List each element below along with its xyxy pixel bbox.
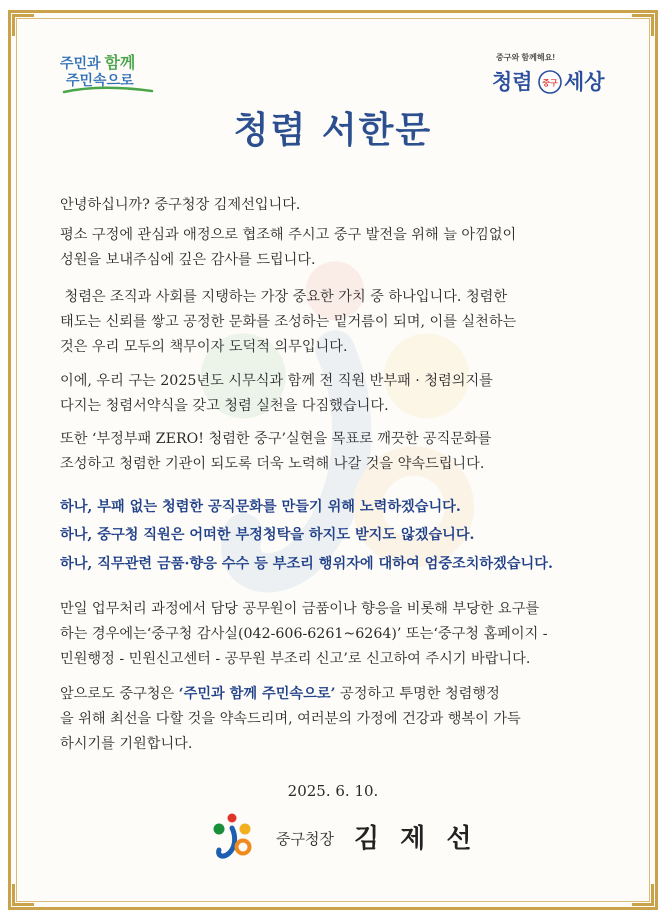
- text-line: 을 위해 최선을 다할 것을 약속드리며, 여러분의 가정에 건강과 행복이 가득: [60, 711, 521, 727]
- pledge-item: 하나, 중구청 직원은 어떠한 부정청탁을 하지도 받지도 않겠습니다.: [60, 527, 475, 543]
- closing-paragraph: [60, 682, 620, 757]
- text-line: 민원행정 - 민원신고센터 - 공무원 부조리 신고’로 신고하여 주시기 바랍니다.: [60, 651, 531, 667]
- text-line: 평소 구정에 관심과 애정으로 협조해 주시고 중구 발전을 위해 늘 아낌없이: [60, 227, 517, 243]
- pledge-item: 하나, 직무관련 금품·향응 수수 등 부조리 행위자에 대하여 엄중조치하겠습니다.: [60, 556, 553, 572]
- text-line: 조성하고 청렴한 기관이 되도록 더욱 노력해 나갈 것을 약속드립니다.: [60, 456, 485, 472]
- corner-ornament-bottom-right: [632, 884, 654, 906]
- text-line: 또한 ‘부정부패 ZERO! 청렴한 중구’실현을 목표로 깨끗한 공직문화를: [60, 431, 492, 447]
- text-line: 성원을 보내주심에 깊은 감사를 드립니다.: [60, 252, 316, 268]
- badge-text: 중구: [542, 78, 558, 88]
- corner-ornament-top-left: [12, 14, 34, 36]
- greeting-paragraph: 안녕하십니까? 중구청장 김제선입니다.: [60, 197, 301, 213]
- text-line: 청렴은 조직과 사회를 지탱하는 가장 중요한 가치 중 하나입니다. 청렴한: [60, 289, 508, 305]
- brand-word-world: 세상: [564, 71, 605, 94]
- signature-name: 김 제 선: [354, 824, 478, 854]
- pledge-item: 하나, 부패 없는 청렴한 공직문화를 만들기 위해 노력하겠습니다.: [60, 499, 461, 515]
- text-line: 태도는 신뢰를 쌓고 공정한 문화를 조성하는 밑거름이 되며, 이를 실천하는: [60, 314, 517, 330]
- text-line: 것은 우리 모두의 책무이자 도덕적 의무입니다.: [60, 339, 348, 355]
- signature-title: 중구청장: [276, 830, 334, 848]
- corner-ornament-bottom-left: [12, 884, 34, 906]
- text-line: 앞으로도 중구청은 ‘주민과 함께 주민속으로’ 공정하고 투명한 청렴행정: [60, 686, 500, 702]
- report-paragraph: [60, 597, 620, 672]
- integrity-world-logo: [478, 52, 628, 98]
- thanks-paragraph: [60, 223, 620, 273]
- goal-paragraph: [60, 427, 620, 477]
- slogan-logo-line1: 주민과 함께: [60, 55, 136, 72]
- slogan-logo: [60, 50, 170, 96]
- text-line: 만일 업무처리 과정에서 담당 공무원이 금품이나 향응을 비롯해 부당한 요구를: [60, 601, 540, 617]
- jung-gu-emblem-icon: [210, 812, 256, 860]
- letter-date: 2025. 6. 10.: [287, 782, 379, 800]
- integrity-value-paragraph: [60, 285, 620, 360]
- text-line: 하시기를 기원합니다.: [60, 736, 193, 752]
- signature-block: [210, 812, 478, 860]
- ceremony-paragraph: [60, 369, 620, 419]
- brand-word-integrity: 청렴: [492, 71, 533, 94]
- brand-tagline: 중구와 함께해요!: [496, 53, 555, 62]
- document-title: 청렴 서한문: [233, 109, 433, 151]
- text-line: 하는 경우에는‘중구청 감사실(042-606-6261~6264)’ 또는‘중구청 홈페이지 -: [60, 626, 548, 642]
- slogan-swoosh-icon: [60, 86, 160, 96]
- text-line: 이에, 우리 구는 2025년도 시무식과 함께 전 직원 반부패 · 청렴의지를: [60, 373, 493, 389]
- jung-gu-badge-icon: [538, 70, 562, 94]
- corner-ornament-top-right: [632, 14, 654, 36]
- slogan-emphasis: ‘주민과 함께 주민속으로’: [178, 686, 336, 702]
- slogan-logo-line2: 주민속으로: [66, 72, 134, 88]
- text-line: 다지는 청렴서약식을 갖고 청렴 실천을 다짐했습니다.: [60, 398, 389, 414]
